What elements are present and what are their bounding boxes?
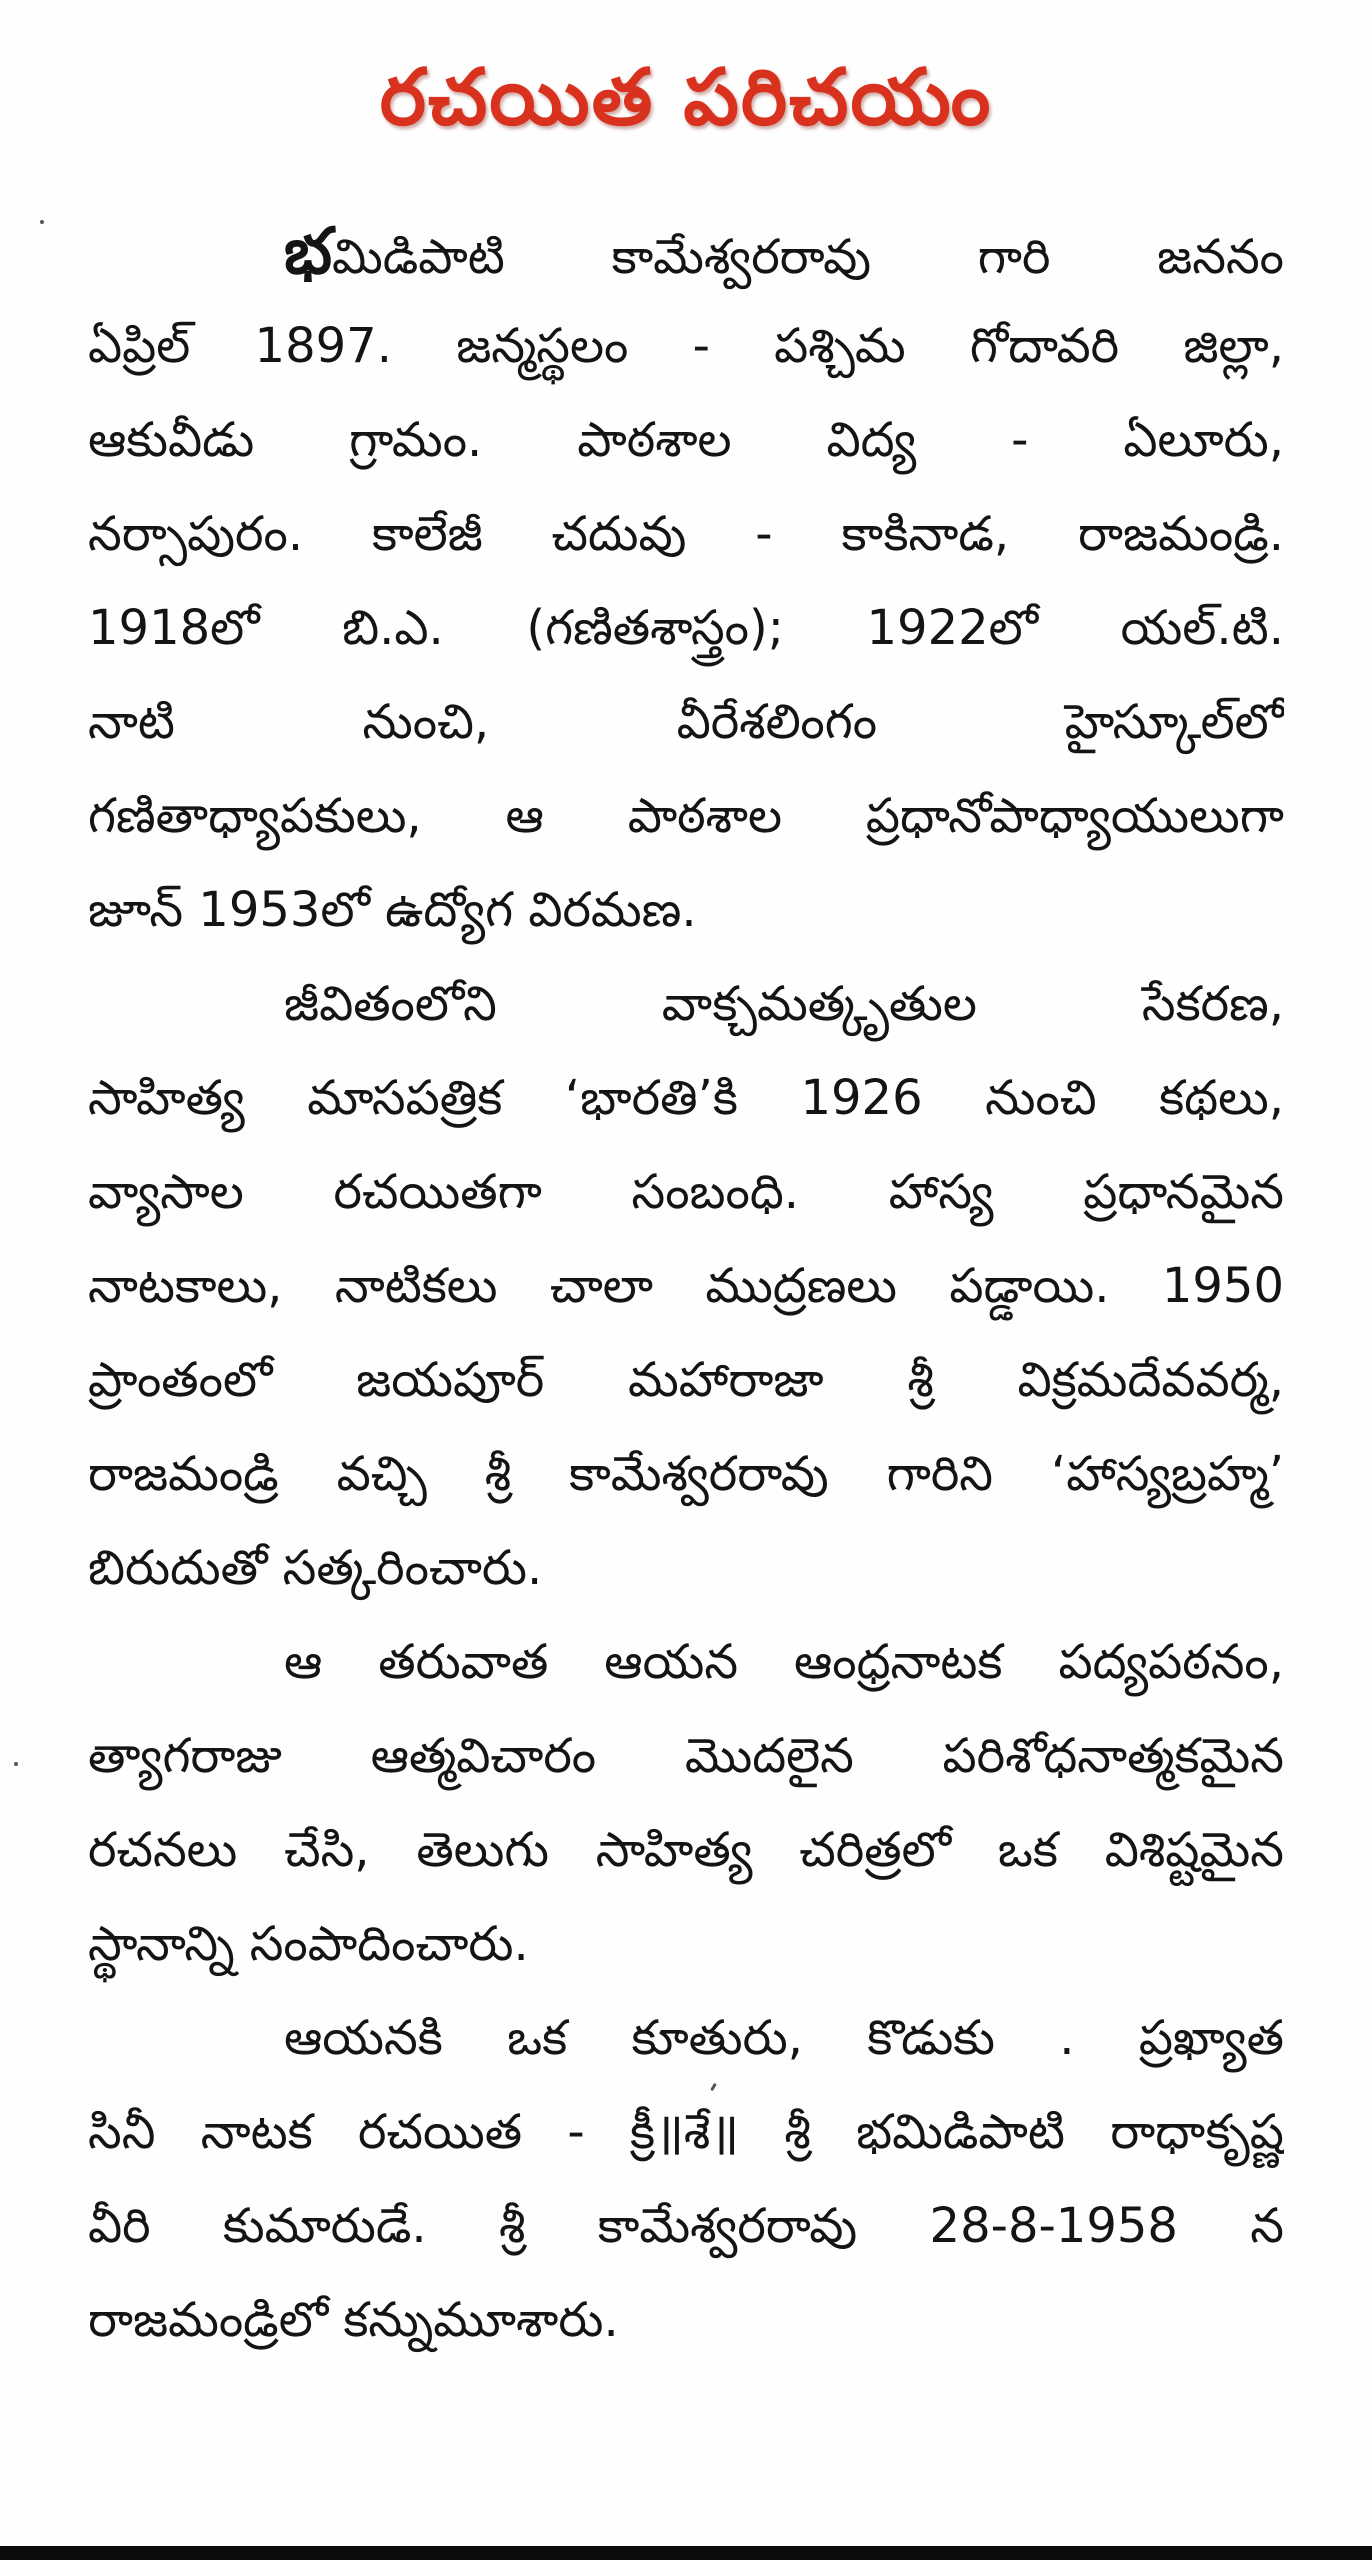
- paragraph-3-line-3: రచనలు చేసి, తెలుగు సాహిత్య చరిత్రలో ఒక విశిష్టమైన: [88, 1822, 1284, 1878]
- paragraph-1-line-8: జూన్ 1953లో ఉద్యోగ విరమణ.: [88, 882, 697, 938]
- paragraph-4-line-2: సినీ నాటక రచయిత - క్రీ॥శే॥ శ్రీ భమిడిపాటి రాధాకృష్ణ: [88, 2104, 1284, 2160]
- paragraph-1-line-7: గణితాధ్యాపకులు, ఆ పాఠశాల ప్రధానోపాధ్యాయులుగా: [88, 788, 1284, 844]
- paragraph-1-line-3: ఆకువీడు గ్రామం. పాఠశాల విద్య - ఏలూరు,: [88, 412, 1284, 468]
- paragraph-1-line-5: 1918లో బి.ఎ. (గణితశాస్త్రం); 1922లో యల్.టి.: [88, 600, 1284, 656]
- paragraph-2-line-5: ప్రాంతంలో జయపూర్ మహారాజా శ్రీ విక్రమదేవవర్మ,: [88, 1352, 1284, 1408]
- paragraph-1-line-1: భమిడిపాటి కామేశ్వరరావు గారి జననం: [284, 215, 1284, 289]
- paragraph-2-line-1: జీవితంలోని వాక్చమత్కృతుల సేకరణ,: [284, 976, 1284, 1032]
- paragraph-2-line-6: రాజమండ్రి వచ్చి శ్రీ కామేశ్వరరావు గారిని ‘హాస్యబ్రహ్మ’: [88, 1446, 1284, 1502]
- author-introduction-text: [88, 205, 1284, 2367]
- drop-cap: భ: [284, 215, 332, 289]
- paragraph-2-line-4: నాటకాలు, నాటికలు చాలా ముద్రణలు పడ్డాయి. 1950: [88, 1258, 1284, 1314]
- scan-speck: [40, 220, 44, 224]
- paragraph-3-line-4: స్థానాన్ని సంపాదించారు.: [88, 1916, 529, 1972]
- paragraph-2-line-2: సాహిత్య మాసపత్రిక ‘భారతి’కి 1926 నుంచి కథలు,: [88, 1070, 1284, 1126]
- scan-speck: [14, 1762, 18, 1766]
- page-title: రచయిత పరిచయం: [379, 53, 993, 143]
- paragraph-4-line-4: రాజమండ్రిలో కన్నుమూశారు.: [88, 2292, 619, 2348]
- paragraph-3-line-2: త్యాగరాజు ఆత్మవిచారం మొదలైన పరిశోధనాత్మకమైన: [88, 1728, 1284, 1784]
- paragraph-4-line-1: ఆయనకి ఒక కూతురు, కొడుకు . ప్రఖ్యాత: [284, 2010, 1284, 2066]
- paragraph-1-line-6: నాటి నుంచి, వీరేశలింగం హైస్కూల్‌లో: [88, 694, 1284, 750]
- paragraph-1-line-4: నర్సాపురం. కాలేజీ చదువు - కాకినాడ, రాజమండ్రి.: [88, 506, 1284, 562]
- paragraph-2-line-3: వ్యాసాల రచయితగా సంబంధి. హాస్య ప్రధానమైన: [88, 1164, 1284, 1220]
- paragraph-3-line-1: ఆ తరువాత ఆయన ఆంధ్రనాటక పద్యపఠనం,: [284, 1634, 1284, 1690]
- page-bottom-edge: [0, 2546, 1372, 2560]
- paragraph-4-line-3: వీరి కుమారుడే. శ్రీ కామేశ్వరరావు 28-8-1958 న: [88, 2198, 1284, 2254]
- paragraph-1-line-2: ఏప్రిల్ 1897. జన్మస్థలం - పశ్చిమ గోదావరి జిల్లా,: [88, 318, 1284, 374]
- paragraph-2-line-7: బిరుదుతో సత్కరించారు.: [88, 1540, 543, 1596]
